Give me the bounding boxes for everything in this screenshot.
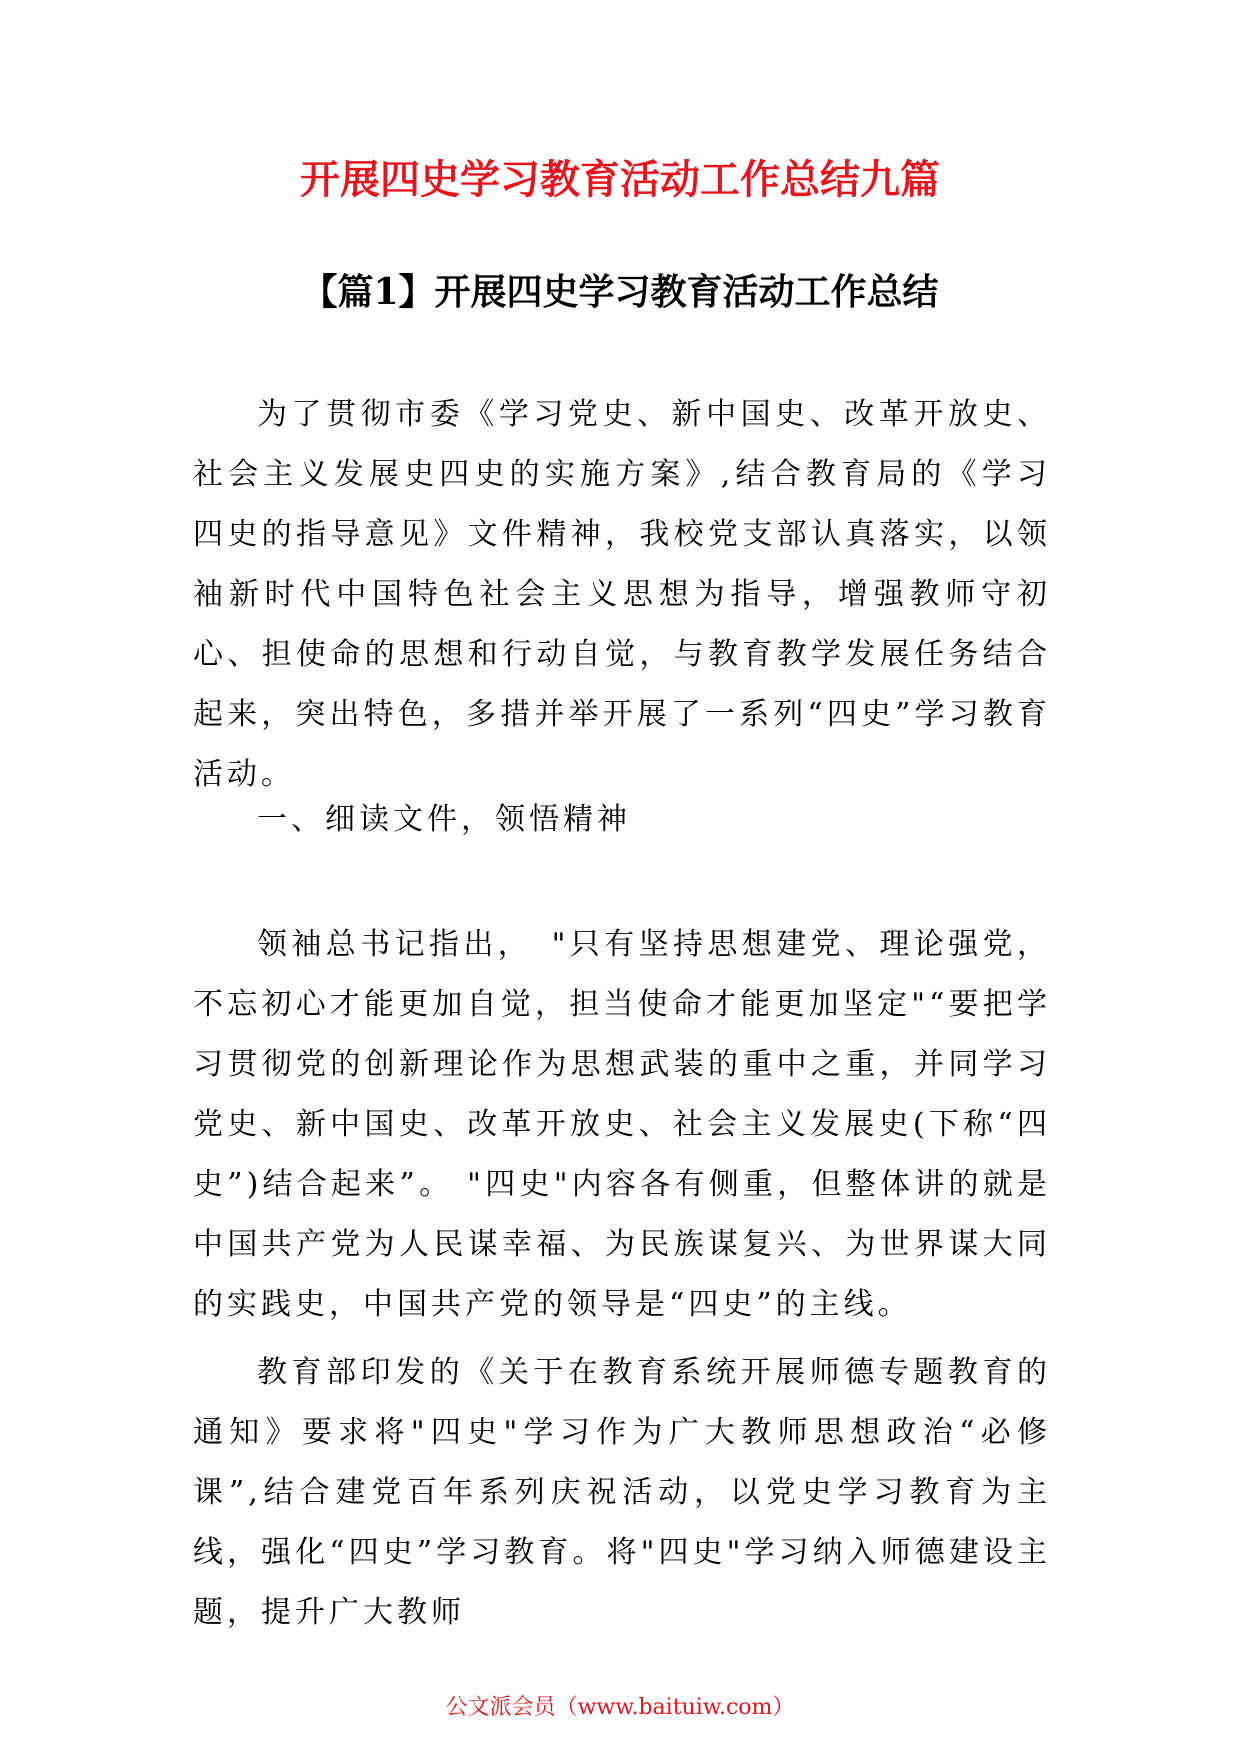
section-heading: 【篇1】开展四史学习教育活动工作总结 <box>301 271 939 313</box>
document-title: 开展四史学习教育活动工作总结九篇 <box>300 156 940 203</box>
footer-watermark: 公文派会员（www.baituiw.com） <box>445 1695 795 1720</box>
body-paragraph: 为了贯彻市委《学习党史、新中国史、改革开放史、社会主义发展史四史的实施方案》,结合教育局的《学习四史的指导意见》文件精神，我校党支部认真落实，以领袖新时代中国特色社会主义思想为指导，增强教师守初心、担使命的思想和行动自觉，与教育教学发展任务结合起来，突出特色，多措并举开展了一系列“四史”学习教育活动。 <box>193 397 1051 792</box>
body-paragraph: 教育部印发的《关于在教育系统开展师德专题教育的通知》要求将"四史"学习作为广大教师思想政治“必修课”,结合建党百年系列庆祝活动，以党史学习教育为主线，强化“四史”学习教育。将"四史"学习纳入师德建设主题，提升广大教师 <box>193 1355 1051 1630</box>
subsection-heading: 一、细读文件，领悟精神 <box>257 802 631 837</box>
body-paragraph: 领袖总书记指出， "只有坚持思想建党、理论强党，不忘初心才能更加自觉，担当使命才能更加坚定"“要把学习贯彻党的创新理论作为思想武装的重中之重，并同学习党史、新中国史、改革开放史、社会主义发展史(下称“四史”)结合起来”。 "四史"内容各有侧重，但整体讲的就是中国共产党为人民谋幸福、为民族谋复兴、为世界谋大同的实践史，中国共产党的领导是“四史”的主线。 <box>193 927 1051 1322</box>
